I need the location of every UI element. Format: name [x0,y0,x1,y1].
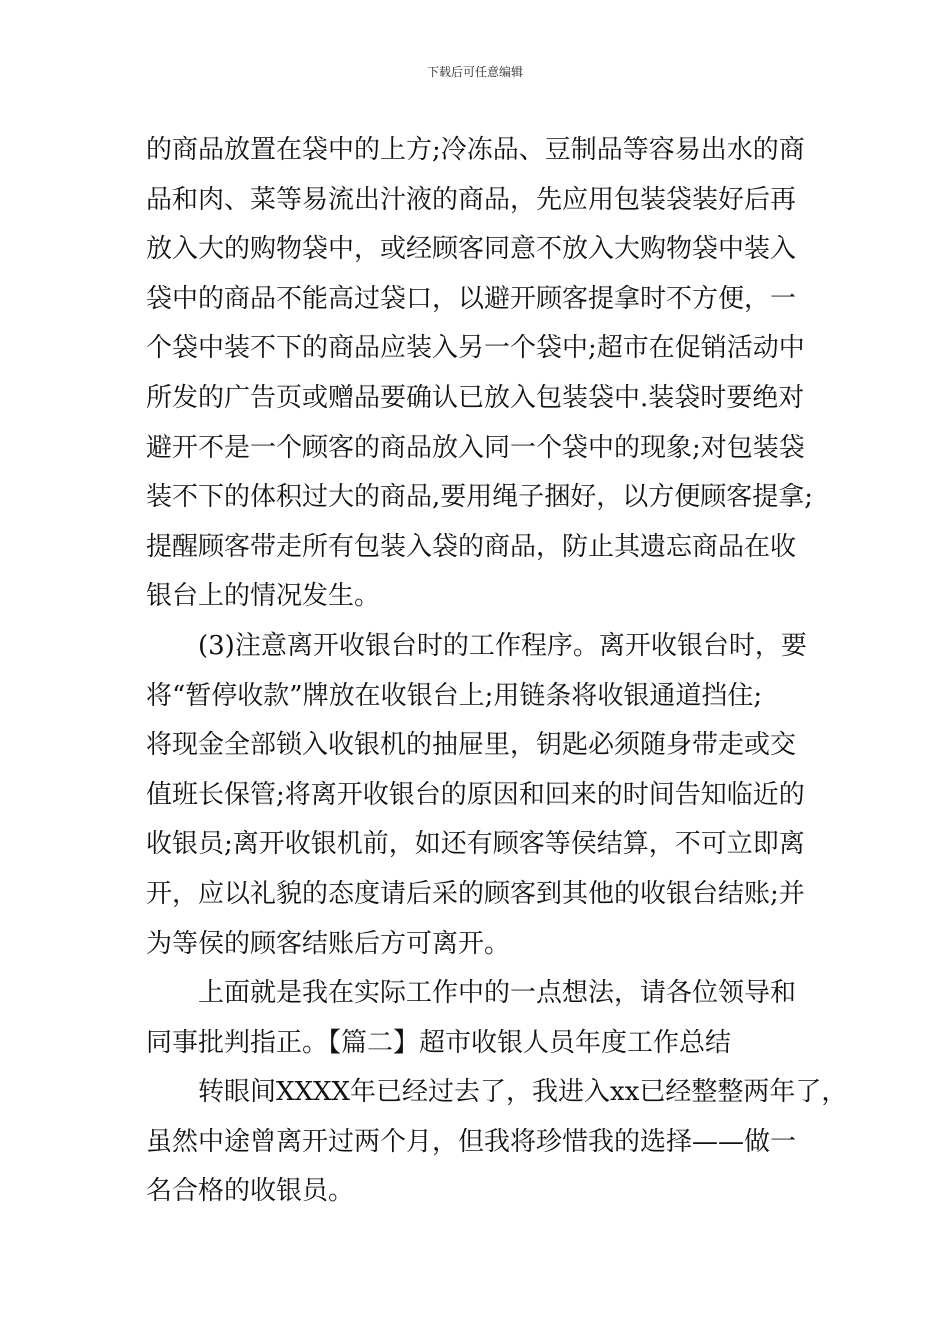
text-line: 提醒顾客带走所有包装入袋的商品，防止其遗忘商品在收 [146,531,797,562]
text-line: 所发的广告页或赠品要确认已放入包装袋中.装袋时要绝对 [146,382,805,413]
text-line: (3)注意离开收银台时的工作程序。离开收银台时，要 [198,630,807,661]
text-line: 名合格的收银员。 [146,1176,355,1207]
text-line: 个袋中装不下的商品应装入另一个袋中;超市在促销活动中 [146,333,805,364]
text-line: 品和肉、菜等易流出汁液的商品，先应用包装袋装好后再 [146,184,797,215]
document-body [146,126,848,1217]
text-line: 上面就是我在实际工作中的一点想法，请各位领导和 [198,978,797,1009]
text-line: 放入大的购物袋中，或经顾客同意不放入大购物袋中装入 [146,234,797,265]
text-line: 收银员;离开收银机前，如还有顾客等侯结算，不可立即离 [146,829,805,860]
text-line: 开，应以礼貌的态度请后采的顾客到其他的收银台结账;并 [146,878,805,909]
text-line: 装不下的体积过大的商品,要用绳子捆好，以方便顾客提拿; [146,482,814,513]
text-line: 将“暂停收款”牌放在收银台上;用链条将收银通道挡住; [146,680,763,711]
text-line: 为等侯的顾客结账后方可离开。 [146,928,511,959]
text-line: 同事批判指正。【篇二】超市收银人员年度工作总结 [146,1027,732,1058]
text-line: 转眼间XXXX年已经过去了，我进入xx已经整整两年了， [198,1077,848,1108]
text-line: 避开不是一个顾客的商品放入同一个袋中的现象;对包装袋 [146,432,805,463]
text-line: 的商品放置在袋中的上方;冷冻品、豆制品等容易出水的商 [146,135,805,165]
text-line: 虽然中途曾离开过两个月，但我将珍惜我的选择——做一 [146,1126,797,1157]
text-line: 银台上的情况发生。 [146,581,381,612]
text-line: 将现金全部锁入收银机的抽屉里，钥匙必须随身带走或交 [146,730,797,761]
text-line: 值班长保管;将离开收银台的原因和回来的时间告知临近的 [146,779,805,810]
text-line: 袋中的商品不能高过袋口，以避开顾客提拿时不方便，一 [146,283,797,314]
page-header: 下载后可任意编辑 [426,65,523,79]
